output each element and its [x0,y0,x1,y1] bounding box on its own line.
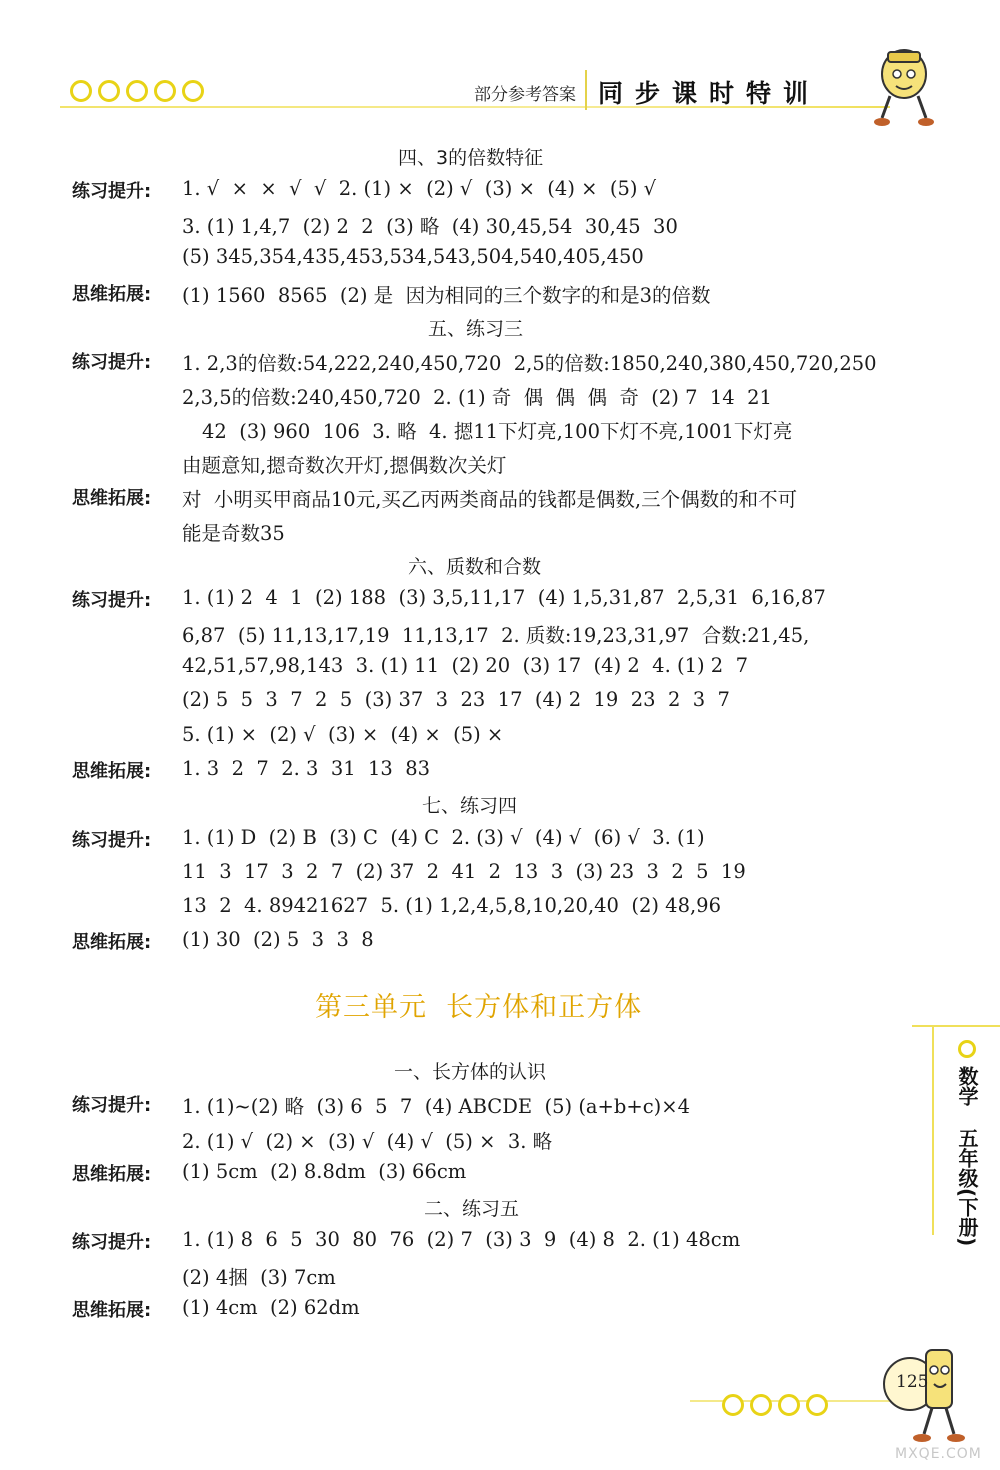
answer-line: 1. (1) D (2) B (3) C (4) C 2. (3) √ (4) √ (6) √ 3. (1) [182,826,705,849]
practice-label: 练习提升: [72,1095,152,1116]
circle-icon [750,1394,772,1416]
extension-label: 思维拓展: [72,488,152,509]
answer-line [72,1228,151,1254]
side-tab-border [932,1025,934,1235]
answer-line: 1. (1) 2 4 1 (2) 188 (3) 3,5,11,17 (4) 1,5,31,87 2,5,31 6,16,87 [182,586,826,609]
circle-icon [154,80,176,102]
practice-label: 练习提升: [72,181,152,202]
circle-icon [182,80,204,102]
answer-line: (1) 30 (2) 5 3 3 8 [182,928,374,951]
page-header [0,0,1000,140]
practice-label: 练习提升: [72,352,152,373]
extension-label: 思维拓展: [72,761,152,782]
header-title: 同步课时特训 [598,79,821,108]
decorative-circles-bottom [722,1394,828,1416]
section-heading: 四、3的倍数特征 [398,147,544,169]
mascot-ruler-icon [880,1340,970,1450]
section-heading: 五、练习三 [428,318,524,340]
section-heading: 一、长方体的认识 [394,1061,547,1083]
answer-line [72,484,151,510]
answer-line [72,1091,151,1117]
answer-line [72,928,151,954]
circle-icon [958,1040,976,1058]
section-heading: 二、练习五 [424,1198,520,1220]
section-heading: 六、质数和合数 [408,556,542,578]
answer-line [72,348,151,374]
answer-line [72,586,151,612]
answer-line [72,280,151,306]
answer-line: 2. (1) √ (2) × (3) √ (4) √ (5) × 3. 略 [182,1130,553,1153]
answer-line: 3. (1) 1,4,7 (2) 2 2 (3) 略 (4) 30,45,54 30,45 30 [182,215,678,238]
answer-line: 1. (1)~(2) 略 (3) 6 5 7 (4) ABCDE (5) (a+b+c)×4 [182,1095,690,1118]
circle-icon [778,1394,800,1416]
extension-label: 思维拓展: [72,284,152,305]
answer-line: (1) 5cm (2) 8.8dm (3) 66cm [182,1160,467,1183]
answer-line: (1) 4cm (2) 62dm [182,1296,360,1319]
answer-line [72,757,151,783]
answer-line: 6,87 (5) 11,13,17,19 11,13,17 2. 质数:19,23,31,97 合数:21,45, [182,624,810,647]
answer-line: 由题意知,摁奇数次开灯,摁偶数次关灯 [182,454,507,477]
answer-line: 1. 3 2 7 2. 3 31 13 83 [182,757,431,780]
answer-line: 2,3,5的倍数:240,450,720 2. (1) 奇 偶 偶 偶 奇 (2) 7 14 21 [182,386,772,409]
answer-line: 42 (3) 960 106 3. 略 4. 摁11下灯亮,100下灯不亮,1001下灯亮 [202,420,793,443]
answer-line: (2) 5 5 3 7 2 5 (3) 37 3 23 17 (4) 2 19 23 2 3 7 [182,688,730,711]
mascot-cartoon-icon [868,44,940,134]
answer-line: (2) 4捆 (3) 7cm [182,1266,336,1289]
answer-line [72,1296,151,1322]
answer-line: 1. 2,3的倍数:54,222,240,450,720 2,5的倍数:1850,240,380,450,720,250 [182,352,877,375]
answer-line: (1) 1560 8565 (2) 是 因为相同的三个数字的和是3的倍数 [182,284,711,307]
answer-line: 1. (1) 8 6 5 30 80 76 (2) 7 (3) 3 9 (4) 8 2. (1) 48cm [182,1228,741,1251]
side-tab-subject: 数学 [955,1066,979,1106]
page-number: 125 [896,1372,929,1392]
extension-label: 思维拓展: [72,1164,152,1185]
decorative-circles-top [70,80,204,102]
answer-line: 对 小明买甲商品10元,买乙丙两类商品的钱都是偶数,三个偶数的和不可 [182,488,798,511]
answer-line: 42,51,57,98,143 3. (1) 11 (2) 20 (3) 17 (4) 2 4. (1) 2 7 [182,654,749,677]
answer-line: 13 2 4. 89421627 5. (1) 1,2,4,5,8,10,20,40 (2) 48,96 [182,894,721,917]
practice-label: 练习提升: [72,830,152,851]
extension-label: 思维拓展: [72,1300,152,1321]
practice-label: 练习提升: [72,590,152,611]
answer-line: 能是奇数35 [182,522,285,545]
header-subtitle: 部分参考答案 [474,85,576,105]
circle-icon [70,80,92,102]
side-tab-divider [912,1025,1000,1027]
unit-title: 第三单元 长方体和正方体 [315,992,643,1023]
circle-icon [806,1394,828,1416]
extension-label: 思维拓展: [72,932,152,953]
section-heading: 七、练习四 [422,795,518,817]
answer-line: 5. (1) × (2) √ (3) × (4) × (5) × [182,723,504,746]
side-tab-grade: 五年级(下册) [955,1128,979,1247]
circle-icon [722,1394,744,1416]
answer-line [72,826,151,852]
answer-line: (5) 345,354,435,453,534,543,504,540,405,450 [182,245,644,268]
watermark-text: MXQE.COM [895,1446,982,1462]
answer-line [72,177,151,203]
answer-line: 1. √ × × √ √ 2. (1) × (2) √ (3) × (4) × (5) √ [182,177,657,200]
answer-line: 11 3 17 3 2 7 (2) 37 2 41 2 13 3 (3) 23 3 2 5 19 [182,860,746,883]
practice-label: 练习提升: [72,1232,152,1253]
answer-line [72,1160,151,1186]
circle-icon [98,80,120,102]
circle-icon [126,80,148,102]
